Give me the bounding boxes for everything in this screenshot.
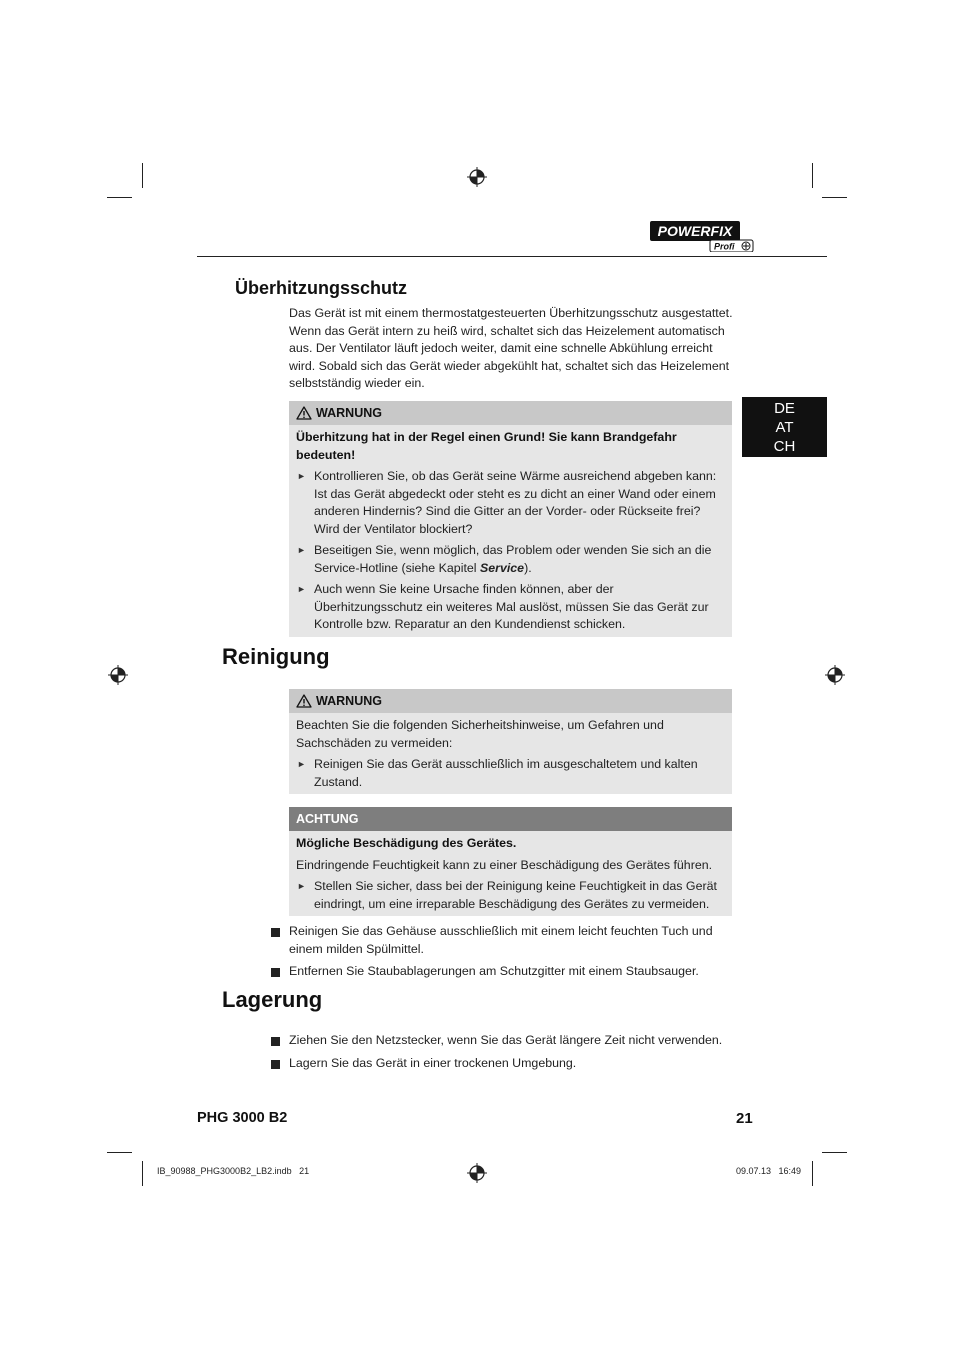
lang-at: AT xyxy=(775,419,794,436)
warning-header xyxy=(289,689,732,713)
warning-box-cleaning xyxy=(289,689,732,794)
list-item-text: Lagern Sie das Gerät in einer trockenen Umgebung. xyxy=(289,1056,577,1070)
crop-mark xyxy=(812,163,813,188)
warning-body xyxy=(289,713,732,791)
overheating-paragraph: Das Gerät ist mit einem thermostatgesteuerten Überhitzungsschutz ausgestattet. Wenn das Gerät intern zu heiß wird, schaltet sich das Heizelement automatisch aus. Der Ventilator läuft jedoch weiter, damit eine schnelle Abkühlung erreicht wird. Sobald sich das Gerät wieder abgekühlt hat, schaltet sich das Heizelement selbstständig wieder ein. xyxy=(289,306,733,390)
warning-body xyxy=(289,425,732,634)
warning-box-overheating xyxy=(289,401,732,637)
footer-model: PHG 3000 B2 xyxy=(197,1110,288,1126)
arrow-right-icon: ► xyxy=(297,759,306,769)
header-rule xyxy=(197,256,827,257)
list-item-text: Reinigen Sie das Gerät ausschließlich im ausgeschaltetem und kalten Zustand. xyxy=(314,757,698,789)
list-item xyxy=(271,1055,731,1073)
crop-mark xyxy=(142,163,143,188)
warning-header xyxy=(289,401,732,425)
list-item xyxy=(271,1032,731,1050)
crop-mark xyxy=(822,197,847,198)
warning-triangle-icon xyxy=(296,406,312,420)
arrow-right-icon: ► xyxy=(297,881,306,891)
print-slug-left: IB_90988_PHG3000B2_LB2.indb 21 xyxy=(157,1166,310,1176)
svg-text:Profi: Profi xyxy=(714,241,735,252)
language-tab xyxy=(742,397,827,457)
list-item-text: Ziehen Sie den Netzstecker, wenn Sie das Gerät längere Zeit nicht verwenden. xyxy=(289,1033,723,1047)
caution-body xyxy=(289,831,732,913)
lang-ch: CH xyxy=(773,438,796,455)
arrow-right-icon: ► xyxy=(297,471,306,481)
warning-lead: Überhitzung hat in der Regel einen Grund! Sie kann Brandgefahr bedeuten! xyxy=(296,430,677,462)
caution-lead: Mögliche Beschädigung des Gerätes. xyxy=(296,836,517,850)
crop-mark xyxy=(107,1152,132,1153)
list-item xyxy=(271,963,731,981)
list-item xyxy=(271,923,731,958)
print-slug-right: 09.07.13 16:49 xyxy=(736,1166,802,1176)
crop-mark xyxy=(812,1161,813,1186)
svg-text:POWERFIX: POWERFIX xyxy=(657,223,733,239)
square-bullet-icon xyxy=(271,968,280,977)
chapter-reference: Service xyxy=(479,560,525,575)
section-heading-overheating: Überhitzungsschutz xyxy=(235,278,408,298)
registration-mark-icon xyxy=(467,167,487,187)
crop-mark xyxy=(142,1161,143,1186)
list-item xyxy=(296,756,725,791)
list-item xyxy=(296,468,725,538)
powerfix-logo xyxy=(650,220,754,252)
square-bullet-icon xyxy=(271,1037,280,1046)
caution-text: Eindringende Feuchtigkeit kann zu einer Beschädigung des Gerätes führen. xyxy=(296,857,713,872)
list-item-text-post: ). xyxy=(524,560,532,575)
page-number: 21 xyxy=(736,1110,753,1127)
registration-mark-icon xyxy=(467,1163,487,1183)
crop-mark xyxy=(107,197,132,198)
list-item-text: Reinigen Sie das Gehäuse ausschließlich mit einem leicht feuchten Tuch und einem milden Spülmittel. xyxy=(289,924,713,956)
registration-mark-icon xyxy=(825,665,845,685)
crop-mark xyxy=(822,1152,847,1153)
square-bullet-icon xyxy=(271,1060,280,1069)
list-item xyxy=(296,542,725,577)
section-heading-storage: Lagerung xyxy=(222,987,323,1012)
registration-mark-icon xyxy=(108,665,128,685)
warning-lead: Beachten Sie die folgenden Sicherheitshinweise, um Gefahren und Sachschäden zu vermeiden: xyxy=(296,718,664,750)
caution-box-cleaning xyxy=(289,807,732,916)
list-item xyxy=(296,878,725,913)
arrow-right-icon: ► xyxy=(297,584,306,594)
warning-triangle-icon xyxy=(296,694,312,708)
list-item-text: Auch wenn Sie keine Ursache finden können, aber der Überhitzungsschutz ein weiteres Mal auslöst, müssen Sie das Gerät zur Kontrolle bzw. Reparatur an den Kundendienst schicken. xyxy=(314,582,709,631)
warning-title: WARNUNG xyxy=(316,694,382,708)
section-heading-cleaning: Reinigung xyxy=(222,644,330,669)
caution-header: ACHTUNG xyxy=(289,807,732,831)
warning-title: WARNUNG xyxy=(316,406,382,420)
list-item xyxy=(296,581,725,634)
square-bullet-icon xyxy=(271,928,280,937)
list-item-text: Kontrollieren Sie, ob das Gerät seine Wärme ausreichend abgeben kann: Ist das Gerät abgedeckt oder steht es zu dicht an einer Wand oder einem anderen Hindernis? Sind die Gitter an der Vorder- oder Rückseite frei? Wird der Ventilator blockiert? xyxy=(314,469,717,536)
list-item-text: Stellen Sie sicher, dass bei der Reinigung keine Feuchtigkeit in das Gerät eindringt, um eine irreparable Beschädigung des Gerätes zu vermeiden. xyxy=(314,879,717,911)
list-item-text-pre: Beseitigen Sie, wenn möglich, das Problem oder wenden Sie sich an die Service-Hotline (siehe Kapitel xyxy=(314,543,712,575)
lang-de: DE xyxy=(774,400,795,417)
list-item-text: Entfernen Sie Staubablagerungen am Schutzgitter mit einem Staubsauger. xyxy=(289,964,699,978)
arrow-right-icon: ► xyxy=(297,545,306,555)
